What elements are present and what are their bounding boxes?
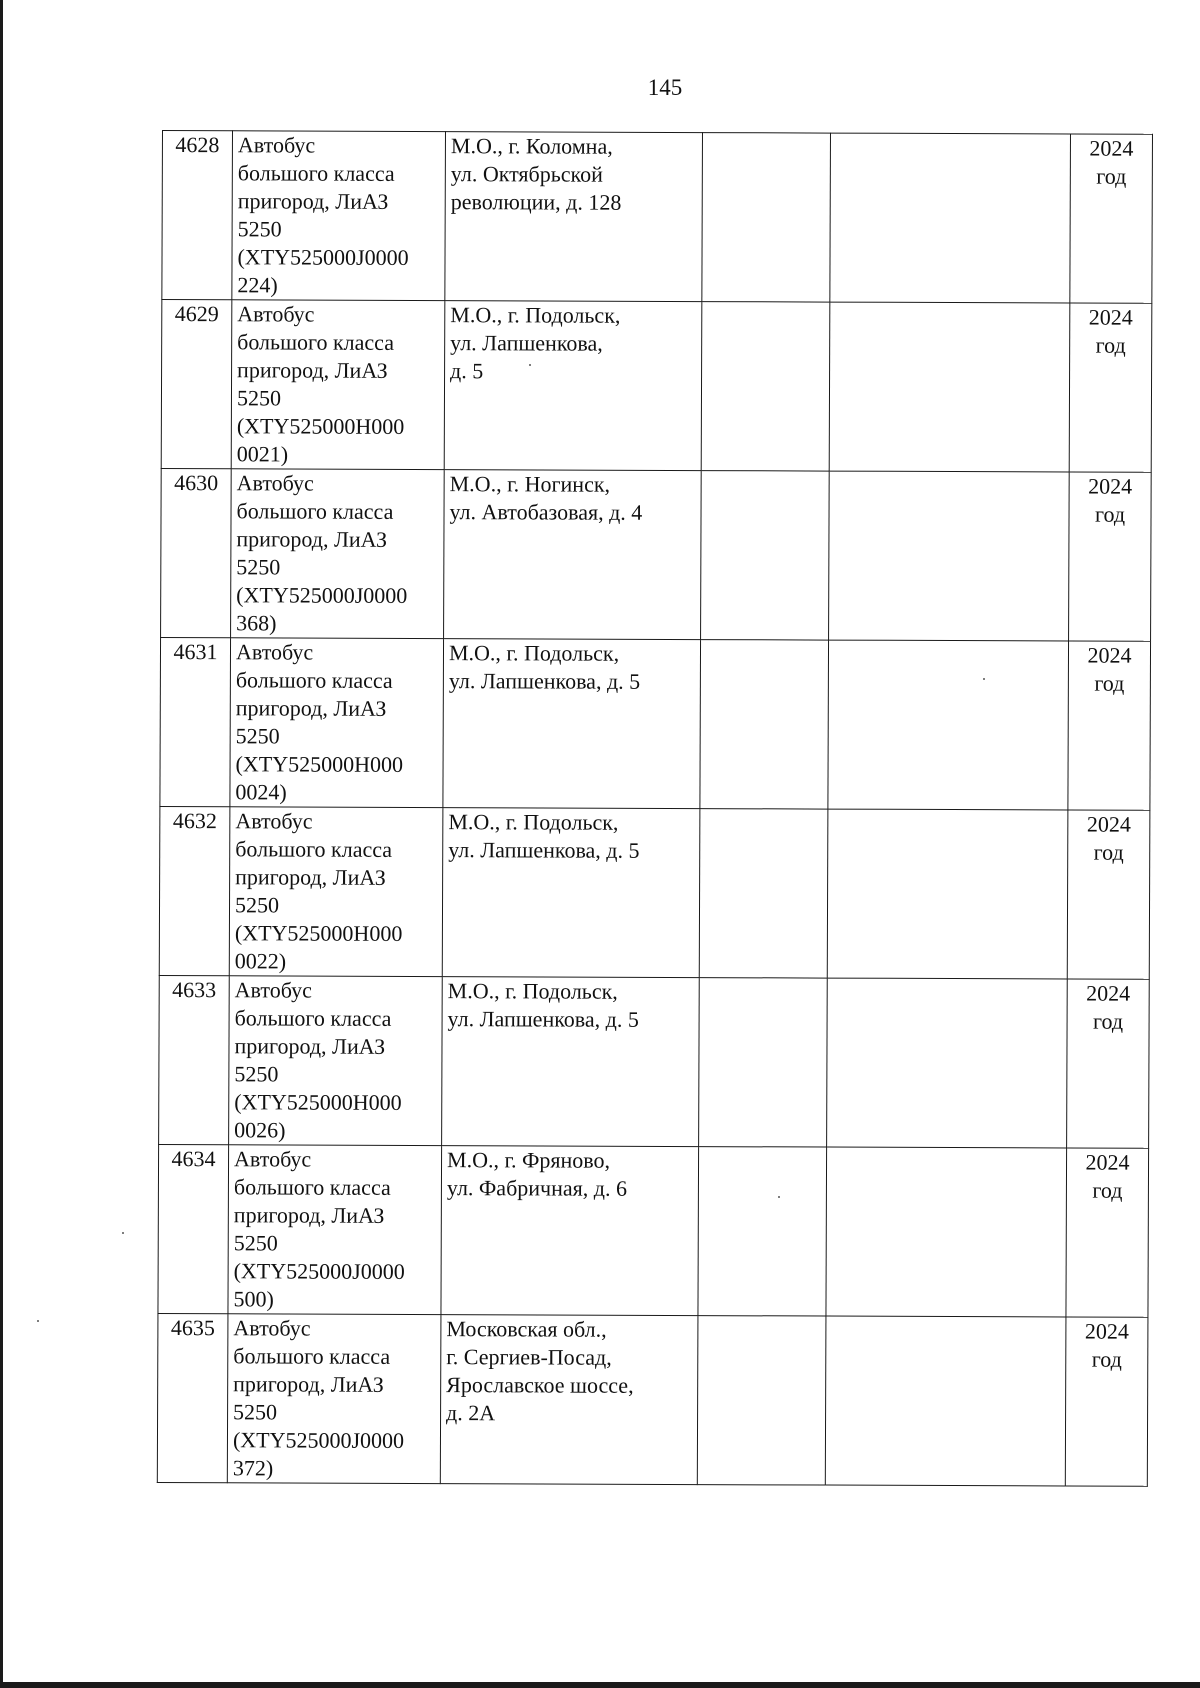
vehicle-description-cell-line: (XTY525000J0000 — [237, 244, 409, 270]
row-number-cell: 4628 — [162, 131, 233, 300]
vehicle-description-cell-line: 5250 — [234, 892, 280, 918]
empty-cell-5 — [825, 1316, 1066, 1486]
vehicle-description-cell-line: 5250 — [237, 216, 282, 242]
address-cell — [442, 808, 700, 978]
vehicle-description-cell-line: 368) — [236, 610, 277, 636]
address-cell-line: М.О., г. Подольск, — [448, 640, 620, 666]
year-cell-line: 2024 — [1084, 1318, 1129, 1344]
year-cell-line: 2024 — [1089, 135, 1134, 161]
vehicle-description-cell-line: большого класса — [236, 498, 394, 524]
address-cell-line: г. Сергиев-Посад, — [446, 1344, 612, 1370]
row-number-cell: 4632 — [159, 806, 230, 975]
year-cell — [1066, 1148, 1149, 1317]
vehicle-description-cell-line: Автобус — [234, 1146, 312, 1172]
year-cell — [1068, 641, 1151, 810]
scan-speck — [37, 1320, 39, 1322]
vehicle-description-cell-line: 5250 — [235, 723, 280, 749]
vehicle-description-cell-line: большого класса — [237, 329, 395, 355]
table-row — [161, 300, 1152, 473]
vehicle-description-cell-line: пригород, ЛиАЗ — [233, 1371, 384, 1397]
year-cell-line: год — [1093, 839, 1124, 865]
empty-cell-5 — [826, 1147, 1067, 1317]
vehicle-description-cell-line: 372) — [232, 1455, 274, 1481]
empty-cell-5 — [829, 302, 1070, 472]
address-cell-line: д. 5 — [450, 358, 484, 384]
vehicle-description-cell-line: 0024) — [235, 779, 287, 805]
address-cell — [445, 132, 703, 302]
year-cell-line: год — [1092, 1177, 1123, 1203]
vehicle-description-cell-line: Автобус — [237, 301, 315, 327]
empty-cell-4 — [700, 640, 829, 809]
vehicle-description-cell — [228, 1145, 442, 1315]
address-cell-line: ул. Лапшенкова, д. 5 — [447, 1006, 639, 1032]
year-cell-line: год — [1095, 332, 1126, 358]
address-cell-line: Ярославское шоссе, — [446, 1372, 634, 1398]
vehicle-description-cell-line: (XTY525000H000 — [236, 413, 405, 439]
row-number-cell: 4634 — [158, 1144, 229, 1313]
vehicle-description-cell-line: 5250 — [236, 385, 282, 411]
vehicle-description-cell-line: (XTY525000H000 — [234, 920, 403, 946]
year-cell-line: 2024 — [1086, 980, 1131, 1006]
registry-table-body — [157, 131, 1152, 1487]
year-cell-line: 2024 — [1086, 811, 1131, 837]
address-cell — [442, 977, 700, 1147]
registry-sheet — [157, 130, 1152, 1487]
scan-speck — [529, 364, 531, 366]
address-cell-line: М.О., г. Коломна, — [450, 133, 613, 159]
address-cell-line: М.О., г. Фряново, — [447, 1147, 611, 1173]
address-cell-line: ул. Октябрьской — [450, 161, 603, 187]
vehicle-description-cell-line: большого класса — [233, 1343, 391, 1369]
table-row — [157, 1313, 1148, 1486]
vehicle-description-cell-line: большого класса — [235, 667, 393, 693]
year-cell-line: 2024 — [1087, 642, 1132, 668]
vehicle-description-cell-line: пригород, ЛиАЗ — [237, 188, 389, 214]
scan-speck — [122, 1232, 124, 1234]
vehicle-description-cell-line: Автобус — [233, 1315, 311, 1341]
year-cell — [1070, 134, 1153, 303]
empty-cell-4 — [698, 1147, 827, 1316]
address-cell-line: д. 2А — [446, 1400, 496, 1426]
empty-cell-5 — [830, 133, 1071, 303]
address-cell-line: ул. Автобазовая, д. 4 — [449, 499, 643, 525]
vehicle-description-cell — [230, 638, 444, 808]
year-cell-line: 2024 — [1085, 1149, 1130, 1175]
table-row — [160, 637, 1151, 810]
table-row — [159, 975, 1150, 1148]
vehicle-description-cell-line: Автобус — [235, 639, 314, 665]
vehicle-description-cell-line: 5250 — [236, 554, 281, 580]
empty-cell-4 — [699, 978, 828, 1147]
scan-edge-bottom — [0, 1682, 1200, 1688]
table-row — [162, 131, 1153, 304]
vehicle-description-cell-line: 0026) — [234, 1117, 286, 1143]
vehicle-description-cell-line: 224) — [237, 272, 278, 298]
empty-cell-5 — [828, 640, 1069, 810]
address-cell — [443, 639, 701, 809]
vehicle-description-cell-line: пригород, ЛиАЗ — [237, 357, 388, 383]
row-number-cell: 4630 — [161, 468, 232, 637]
vehicle-description-cell-line: 500) — [233, 1286, 274, 1312]
empty-cell-5 — [829, 471, 1070, 641]
scan-speck — [983, 678, 985, 680]
table-row — [161, 468, 1152, 641]
address-cell-line: М.О., г. Ногинск, — [449, 471, 611, 497]
year-cell-line: год — [1094, 501, 1126, 527]
vehicle-description-cell — [229, 807, 443, 977]
row-number-cell: 4635 — [157, 1313, 228, 1482]
year-cell — [1069, 303, 1152, 472]
row-number-cell: 4629 — [161, 300, 232, 469]
vehicle-description-cell-line: 5250 — [233, 1399, 278, 1425]
address-cell-line: Московская обл., — [446, 1316, 607, 1342]
vehicle-description-cell-line: большого класса — [233, 1174, 391, 1200]
scan-edge-left — [0, 0, 3, 1688]
vehicle-description-cell-line: (XTY525000J0000 — [232, 1427, 405, 1453]
address-cell — [440, 1315, 698, 1485]
vehicle-description-cell-line: Автобус — [234, 977, 312, 1003]
address-cell-line: ул. Фабричная, д. 6 — [446, 1175, 628, 1201]
empty-cell-4 — [701, 471, 830, 640]
vehicle-description-cell-line: большого класса — [235, 836, 393, 862]
table-row — [159, 806, 1150, 979]
vehicle-description-cell-line: пригород, ЛиАЗ — [236, 526, 388, 552]
vehicle-description-cell-line: Автобус — [235, 808, 313, 834]
empty-cell-4 — [697, 1316, 826, 1485]
vehicle-description-cell-line: Автобус — [237, 132, 316, 158]
address-cell — [441, 1146, 699, 1316]
vehicle-description-cell-line: (XTY525000J0000 — [236, 582, 408, 608]
vehicle-description-cell-line: 0022) — [234, 948, 287, 974]
vehicle-description-cell-line: пригород, ЛиАЗ — [235, 695, 387, 721]
year-cell-line: год — [1091, 1346, 1122, 1372]
empty-cell-5 — [827, 978, 1068, 1148]
table-row — [158, 1144, 1149, 1317]
year-cell — [1065, 1317, 1148, 1486]
vehicle-description-cell-line: (XTY525000J0000 — [233, 1258, 405, 1284]
registry-table — [157, 130, 1153, 1487]
vehicle-description-cell — [231, 469, 445, 639]
vehicle-description-cell — [231, 300, 445, 470]
address-cell — [444, 470, 702, 640]
year-cell-line: 2024 — [1088, 304, 1133, 330]
empty-cell-4 — [701, 302, 830, 471]
address-cell-line: М.О., г. Подольск, — [447, 978, 618, 1004]
vehicle-description-cell-line: 0021) — [236, 441, 289, 467]
vehicle-description-cell-line: большого класса — [234, 1005, 392, 1031]
vehicle-description-cell-line: пригород, ЛиАЗ — [235, 864, 386, 890]
empty-cell-5 — [827, 809, 1068, 979]
year-cell-line: год — [1093, 1008, 1124, 1034]
vehicle-description-cell-line: пригород, ЛиАЗ — [234, 1033, 386, 1059]
address-cell-line: ул. Лапшенкова, д. 5 — [448, 668, 641, 694]
vehicle-description-cell-line: (XTY525000H000 — [235, 751, 404, 777]
vehicle-description-cell-line: пригород, ЛиАЗ — [233, 1202, 385, 1228]
address-cell-line: М.О., г. Подольск, — [450, 302, 621, 328]
year-cell — [1067, 979, 1150, 1148]
vehicle-description-cell — [232, 131, 446, 301]
vehicle-description-cell-line: большого класса — [237, 160, 395, 186]
year-cell-line: 2024 — [1088, 473, 1133, 499]
address-cell-line: революции, д. 128 — [450, 189, 622, 215]
vehicle-description-cell — [227, 1314, 441, 1484]
address-cell-line: ул. Лапшенкова, д. 5 — [448, 837, 640, 863]
vehicle-description-cell-line: 5250 — [234, 1061, 279, 1087]
year-cell-line: год — [1096, 163, 1127, 189]
page-number: 145 — [647, 75, 683, 100]
vehicle-description-cell-line: 5250 — [233, 1230, 278, 1256]
scan-speck — [778, 1196, 780, 1198]
year-cell — [1067, 810, 1150, 979]
address-cell-line: М.О., г. Подольск, — [448, 809, 619, 835]
row-number-cell: 4631 — [160, 637, 231, 806]
address-cell — [444, 301, 702, 471]
vehicle-description-cell — [229, 976, 443, 1146]
vehicle-description-cell-line: (XTY525000H000 — [234, 1089, 402, 1115]
year-cell-line: год — [1094, 670, 1125, 696]
row-number-cell: 4633 — [159, 975, 230, 1144]
address-cell-line: ул. Лапшенкова, — [450, 330, 603, 356]
year-cell — [1069, 472, 1152, 641]
empty-cell-4 — [702, 133, 831, 302]
vehicle-description-cell-line: Автобус — [236, 470, 314, 496]
empty-cell-4 — [699, 809, 828, 978]
